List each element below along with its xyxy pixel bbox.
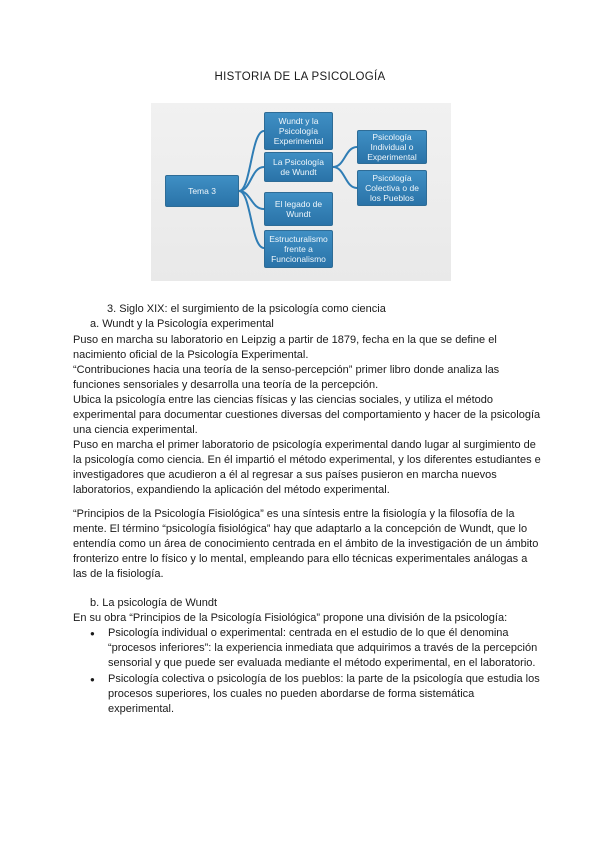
node-psicologia-de-wundt: La Psicología de Wundt bbox=[264, 152, 333, 182]
node-psicologia-individual: Psicología Individual o Experimental bbox=[357, 130, 427, 164]
section-a-body bbox=[73, 333, 543, 498]
connector-root-wundt bbox=[239, 131, 264, 191]
connector-psicologia-individual bbox=[333, 147, 357, 167]
bullet-item: ● Psicología colectiva o psicología de los pueblos: la parte de la psicología que estudia los procesos superiores, los cuales no pueden abordarse de forma sistemática experimental. bbox=[90, 672, 543, 717]
concept-map-diagram bbox=[151, 103, 451, 281]
section-a-heading: a. Wundt y la Psicología experimental bbox=[90, 318, 274, 330]
connector-psicologia-colectiva bbox=[333, 167, 357, 188]
section-b-body bbox=[73, 611, 543, 718]
node-legado-de-wundt: El legado de Wundt bbox=[264, 192, 333, 226]
node-tema-3: Tema 3 bbox=[165, 175, 239, 207]
paragraph: Puso en marcha el primer laboratorio de psicología experimental dando lugar al surgimiento de la psicología como ciencia. En él impartió el método experimental, y los diferentes estudiantes e investigadores que acudieron a él al regresar a sus países pusieron en marcha nuevos laboratorios, expandiendo la aplicación del método experimental. bbox=[73, 439, 541, 496]
section-b-intro: En su obra “Principios de la Psicología Fisiológica” propone una división de la psicología: bbox=[73, 612, 508, 624]
page-title: HISTORIA DE LA PSICOLOGÍA bbox=[214, 71, 386, 83]
section-3-heading: 3. Siglo XIX: el surgimiento de la psicología como ciencia bbox=[107, 303, 386, 315]
node-estructuralismo-funcionalismo: Estructuralismo frente a Funcionalismo bbox=[264, 230, 333, 268]
paragraph: Puso en marcha su laboratorio en Leipzig a partir de 1879, fecha en la que se define el nacimiento oficial de la Psicología Experimental. bbox=[73, 334, 497, 361]
section-b-heading: b. La psicología de Wundt bbox=[90, 597, 217, 609]
bullet-item: ● Psicología individual o experimental: centrada en el estudio de lo que él denomina “procesos inferiores”: la experiencia inmediata que adquirimos a través de la percepción sensorial y que puede ser evaluada mediante el método experimental, en el laboratorio. bbox=[90, 626, 543, 671]
quote-paragraph: “Principios de la Psicología Fisiológica” es una síntesis entre la fisiología y la filosofía de la mente. El término “psicología fisiológica” hay que adaptarlo a la concepción de Wundt, que lo entendía como un área de conocimiento centrada en el ámbito de la investigación de un ámbito fronterizo entre lo físico y lo mental, empleando para ello técnicas experimentales análogas a las de la fisiología. bbox=[73, 508, 539, 580]
node-psicologia-colectiva: Psicología Colectiva o de los Pueblos bbox=[357, 170, 427, 206]
paragraph: “Contribuciones hacia una teoría de la senso-percepción” primer libro donde analiza las funciones sensoriales y desarrolla una teoría de la percepción. bbox=[73, 364, 500, 391]
bullet-list bbox=[90, 626, 543, 717]
node-wundt-psicologia-experimental: Wundt y la Psicología Experimental bbox=[264, 112, 333, 150]
paragraph: Ubica la psicología entre las ciencias físicas y las ciencias sociales, y utiliza el método experimental para documentar cuestiones diversas del comportamiento y hacer de la psicología una ciencia experimental. bbox=[73, 394, 541, 436]
